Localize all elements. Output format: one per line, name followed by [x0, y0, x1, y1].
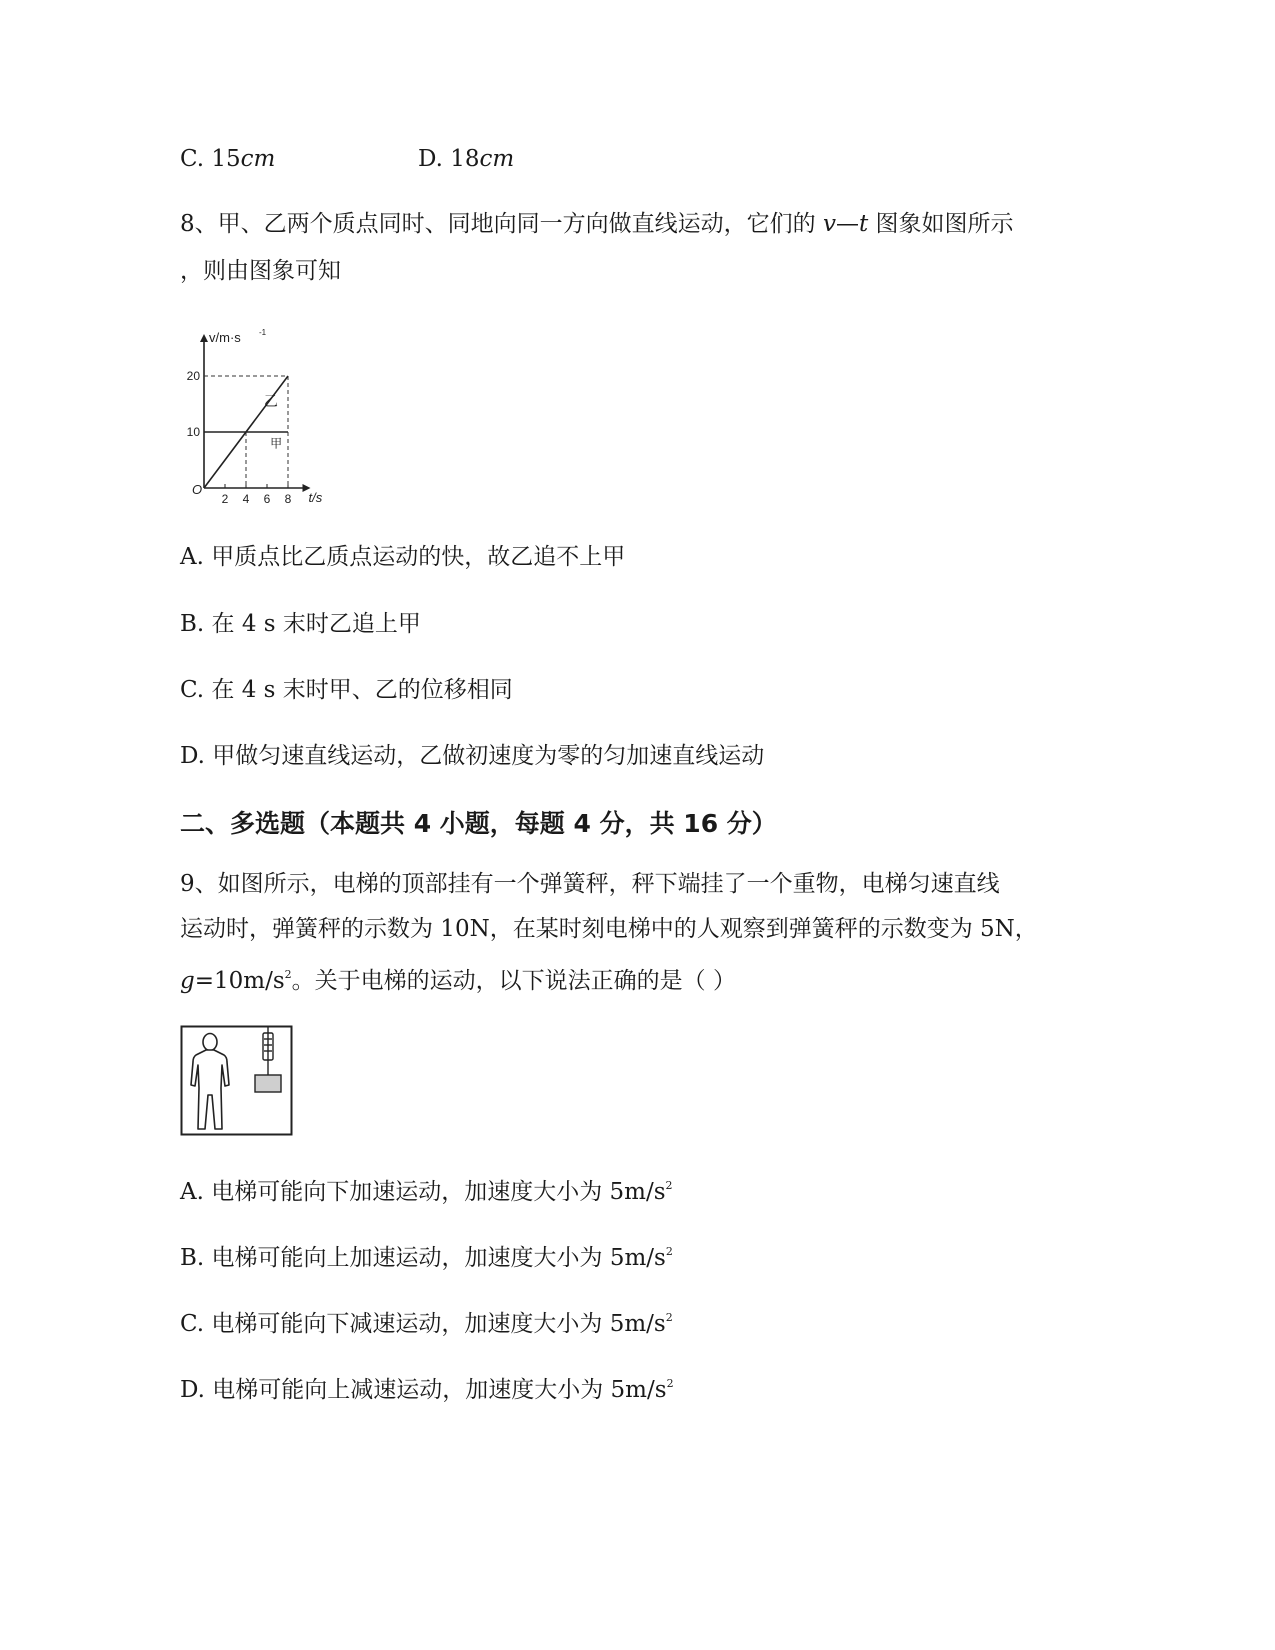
q8-option-b: B. 在 4 s 末时乙追上甲: [180, 611, 421, 637]
origin-label: O: [192, 482, 203, 497]
q8-stem-line-1: 8、甲、乙两个质点同时、同地向同一方向做直线运动，它们的 v—t 图象如图所示: [180, 211, 1014, 237]
y-tick-label: 10: [186, 425, 200, 439]
q8-stem-line-2: ，则由图象可知: [180, 258, 341, 284]
y-axis-arrow: [200, 334, 208, 342]
q9-stem-line-1: 9、如图所示，电梯的顶部挂有一个弹簧秤，秤下端挂了一个重物，电梯匀速直线: [180, 871, 1000, 897]
q9-option-b: B. 电梯可能向上加速运动，加速度大小为 $5m/s^2$: [180, 1245, 673, 1271]
x-tick-label: 4: [242, 492, 250, 506]
q9-option-d: D. 电梯可能向上减速运动，加速度大小为 $5m/s^2$: [180, 1377, 674, 1403]
vt-chart: [180, 315, 410, 515]
series-label-jia: 甲: [270, 436, 283, 451]
q8-option-d: D. 甲做匀速直线运动，乙做初速度为零的匀加速直线运动: [180, 743, 765, 769]
weight-block: [255, 1075, 281, 1092]
section-heading: 二、多选题（本题共 4 小题，每题 4 分，共 16 分）: [180, 809, 777, 838]
y-tick-label: 20: [186, 369, 200, 383]
x-tick-label: 2: [221, 492, 229, 506]
q9-option-a: A. 电梯可能向下加速运动，加速度大小为 $5m/s^2$: [180, 1179, 673, 1205]
x-tick-label: 6: [263, 492, 271, 506]
q8-option-c: C. 在 4 s 末时甲、乙的位移相同: [180, 677, 513, 703]
x-axis-label: t/s: [308, 490, 323, 505]
q7-option-c: C. 15cm: [180, 146, 276, 172]
q8-option-a: A. 甲质点比乙质点运动的快，故乙追不上甲: [180, 544, 626, 570]
y-axis-label: v/m·s: [209, 330, 241, 345]
elevator-figure: [180, 1025, 294, 1137]
q9-stem-line-2: 运动时，弹簧秤的示数为 10N，在某时刻电梯中的人观察到弹簧秤的示数变为 5N，: [180, 916, 1038, 942]
series-label-yi: 乙: [263, 393, 278, 410]
x-tick-label: 8: [284, 492, 292, 506]
q9-option-c: C. 电梯可能向下减速运动，加速度大小为 $5m/s^2$: [180, 1311, 673, 1337]
y-axis-label-exponent: -1: [259, 328, 267, 337]
q7-option-d: D. 18cm: [418, 146, 515, 172]
q9-stem-line-3: $g=10m/s^2$。关于电梯的运动，以下说法正确的是（ ）: [180, 968, 736, 994]
